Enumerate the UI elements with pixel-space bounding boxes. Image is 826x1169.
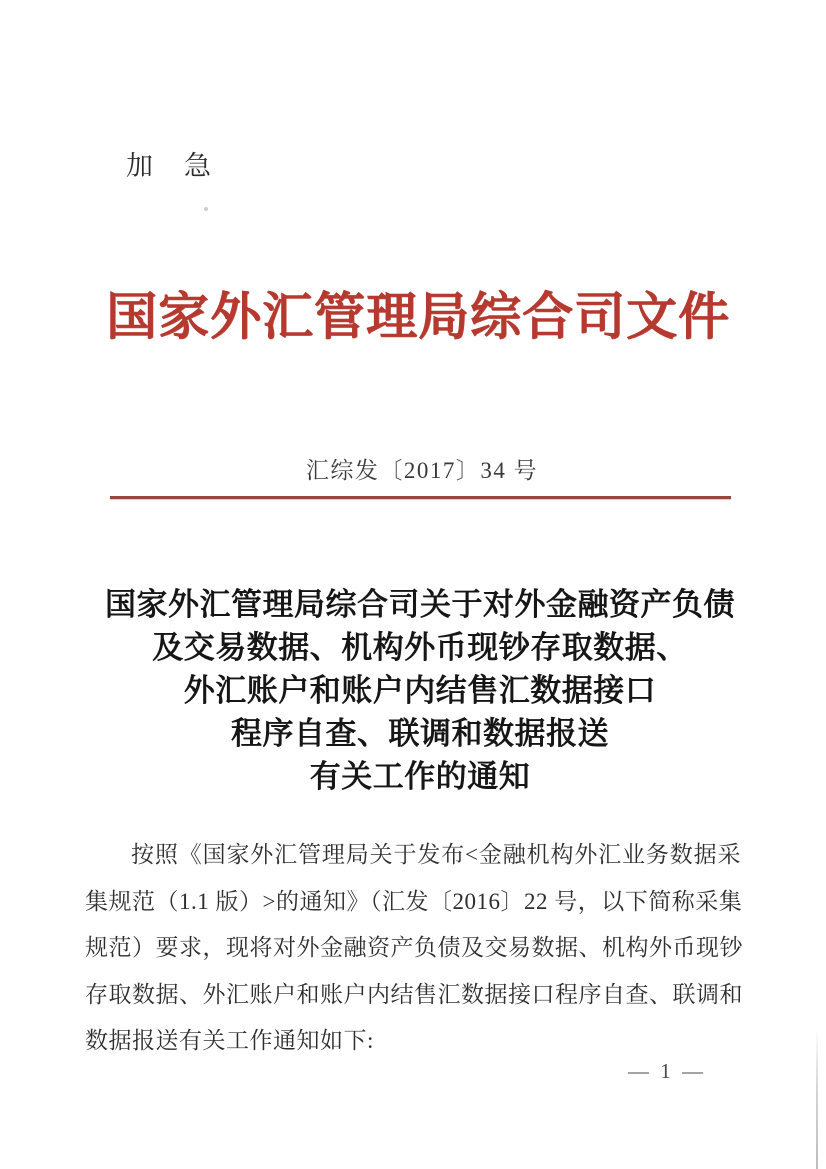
page-number: — 1 — xyxy=(628,1059,706,1083)
title-line: 程序自查、联调和数据报送 xyxy=(231,716,609,751)
body-line: 数据报送有关工作通知如下: xyxy=(85,1028,374,1053)
scan-artifact-line xyxy=(816,1028,818,1169)
document-number: 汇综发〔2017〕34 号 xyxy=(305,458,539,483)
letterhead-divider-rule xyxy=(110,496,731,499)
body-line: 按照《国家外汇管理局关于发布<金融机构外汇业务数据采 xyxy=(131,842,741,867)
body-line: 存取数据、外汇账户和账户内结售汇数据接口程序自查、联调和 xyxy=(85,981,743,1007)
letterhead-title: 国家外汇管理局综合司文件 xyxy=(105,290,730,346)
title-line: 国家外汇管理局综合司关于对外金融资产负债 xyxy=(105,587,735,622)
body-line: 集规范（1.1 版）>的通知》（汇发〔2016〕22 号，以下简称采集 xyxy=(85,888,743,914)
urgency-label: 加 急 xyxy=(126,151,213,181)
scan-artifact-speck xyxy=(204,207,208,211)
body-line: 规范）要求，现将对外金融资产负债及交易数据、机构外币现钞 xyxy=(85,935,743,960)
title-line: 外汇账户和账户内结售汇数据接口 xyxy=(183,673,657,708)
title-line: 有关工作的通知 xyxy=(309,759,531,794)
document-title xyxy=(12,583,826,798)
title-line: 及交易数据、机构外币现钞存取数据、 xyxy=(152,630,688,665)
body-paragraph xyxy=(85,832,741,1065)
